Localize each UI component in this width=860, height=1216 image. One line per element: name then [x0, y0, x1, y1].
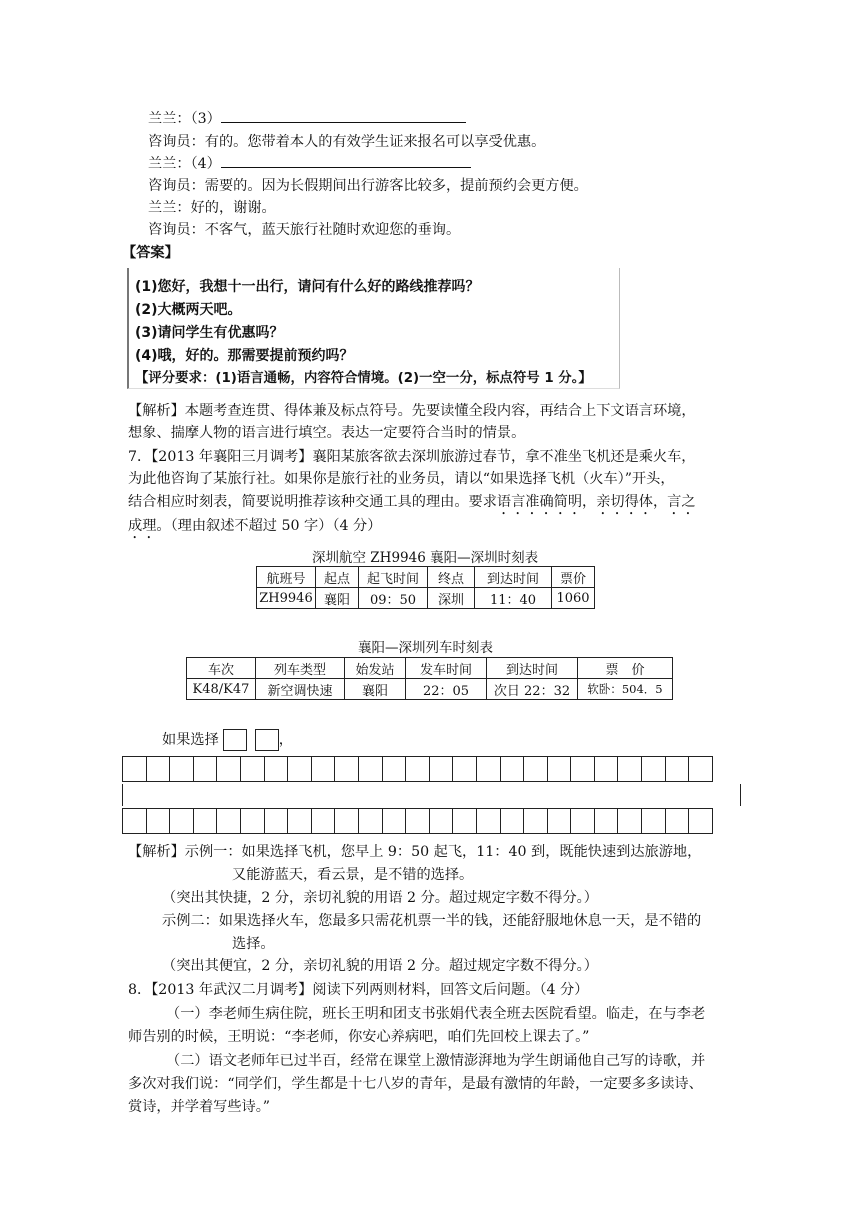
dialogue-line: 兰兰：好的，谢谢。: [148, 200, 276, 216]
table-header-cell: 始发站: [345, 658, 406, 679]
analysis-line: 想象、揣摩人物的语言进行填空。表达一定要符合当时的情景。: [128, 425, 526, 441]
train-timetable: [186, 657, 673, 700]
writing-grid-row-1[interactable]: [122, 756, 713, 782]
table-header-cell: 到达时间: [487, 658, 578, 679]
material-line: 师告别的时候，王明说：“李老师，你安心养病吧，咱们先回校上课去了。”: [128, 1029, 590, 1045]
table-cell: 襄阳: [345, 679, 406, 700]
train-table-title: 襄阳—深圳列车时刻表: [358, 640, 493, 656]
table-header-cell: 车次: [187, 658, 256, 679]
table-cell: K48/K47: [187, 679, 256, 700]
table-cell: ZH9946: [257, 588, 316, 609]
question-8-line: 8．【2013 年武汉二月调考】阅读下列两则材料，回答文后问题。（4 分）: [128, 982, 589, 998]
dialogue-speaker: 兰兰：（3）: [148, 111, 221, 127]
analysis-line: （突出其快捷，2 分，亲切礼貌的用语 2 分。超过规定字数不得分。）: [162, 890, 598, 906]
answer-blank: [221, 108, 466, 123]
answer-blank: [221, 153, 471, 168]
question-7-line: 为此他咨询了某旅行社。如果你是旅行社的业务员，请以“如果选择飞机（火车）”开头，: [128, 471, 675, 487]
answer-item: (3)请问学生有优惠吗？: [135, 325, 284, 341]
table-header-cell: 终点: [428, 567, 475, 588]
emphasized-text: 成理: [128, 518, 157, 534]
answer-item: (4)哦，好的。那需要提前预约吗？: [135, 348, 354, 364]
table-cell: 1060: [552, 588, 595, 609]
question-text: 结合相应时刻表，简要说明推荐该种交通工具的理由。要求: [128, 494, 497, 510]
table-header-row: [257, 567, 595, 588]
table-header-cell: 起飞时间: [359, 567, 428, 588]
analysis-line: 【解析】示例一：如果选择飞机，您早上 9：50 起飞，11：40 到，既能快速到达旅游地，: [128, 844, 702, 860]
table-cell: 次日 22：32: [487, 679, 578, 700]
dialogue-speaker: 兰兰：（4）: [148, 156, 221, 172]
flight-table-title: 深圳航空 ZH9946 襄阳—深圳时刻表: [312, 550, 539, 566]
answer-item: (2)大概两天吧。: [135, 302, 242, 318]
answer-char-box[interactable]: [255, 729, 279, 751]
question-text: 。（理由叙述不超过 50 字）（4 分）: [156, 518, 382, 534]
dialogue-line-3: [148, 108, 466, 130]
scoring-requirement: 【评分要求：(1)语言通畅，内容符合情境。(2)一空一分，标点符号 1 分。】: [135, 371, 592, 386]
fill-prompt-text: 如果选择: [162, 732, 219, 748]
analysis-line: 【解析】本题考查连贯、得体兼及标点符号。先要读懂全段内容，再结合上下文语言环境，: [128, 403, 696, 419]
table-cell: 22：05: [406, 679, 487, 700]
material-line: 赏诗，并学着写些诗。”: [128, 1099, 271, 1115]
writing-grid-row-2[interactable]: [122, 808, 713, 834]
material-line: 多次对我们说：“同学们，学生都是十七八岁的青年，是最有激情的年龄，一定要多多读诗、: [128, 1076, 703, 1092]
table-header-cell: 到达时间: [475, 567, 552, 588]
dialogue-line: 咨询员：需要的。因为长假期间出行游客比较多，提前预约会更方便。: [148, 178, 588, 194]
writing-grid-gap: [122, 784, 741, 806]
table-header-row: [187, 658, 673, 679]
answer-char-box[interactable]: [223, 729, 247, 751]
table-header-cell: 航班号: [257, 567, 316, 588]
dialogue-line-4: [148, 153, 471, 175]
table-cell: 新空调快速: [256, 679, 345, 700]
table-row: [257, 588, 595, 609]
fill-prompt-comma: ，: [278, 732, 293, 748]
material-line: （一）李老师生病住院，班长王明和团支书张娟代表全班去医院看望。临走，在与李老: [166, 1006, 706, 1022]
table-header-cell: 列车类型: [256, 658, 345, 679]
table-row: [187, 679, 673, 700]
table-header-cell: 发车时间: [406, 658, 487, 679]
emphasized-text: 语言准确简明，亲切得体，言之: [496, 494, 696, 510]
question-7-line: [128, 491, 696, 518]
table-header-cell: 票价: [552, 567, 595, 588]
table-header-cell: 票 价: [578, 658, 673, 679]
table-cell: 襄阳: [316, 588, 359, 609]
question-7-line: [128, 515, 381, 542]
table-cell: 深圳: [428, 588, 475, 609]
material-line: （二）语文老师年已过半百，经常在课堂上激情澎湃地为学生朗诵他自己写的诗歌，并: [166, 1053, 706, 1069]
analysis-line: 示例二：如果选择火车，您最多只需花机票一半的钱，还能舒服地休息一天，是不错的: [162, 913, 702, 929]
answer-item: (1)您好，我想十一出行，请问有什么好的路线推荐吗？: [135, 279, 480, 295]
table-cell: 软卧：504．5: [578, 679, 673, 700]
analysis-line: （突出其便宜，2 分，亲切礼貌的用语 2 分。超过规定字数不得分。）: [162, 958, 598, 974]
dialogue-line: 咨询员：不客气，蓝天旅行社随时欢迎您的垂询。: [148, 222, 461, 238]
analysis-line: 选择。: [232, 936, 275, 952]
question-7-line: 7．【2013 年襄阳三月调考】襄阳某旅客欲去深圳旅游过春节，拿不准坐飞机还是乘火车，: [128, 449, 696, 465]
dialogue-line: 咨询员：有的。您带着本人的有效学生证来报名可以享受优惠。: [148, 134, 546, 150]
table-cell: 09：50: [359, 588, 428, 609]
answer-box: [127, 268, 620, 389]
flight-timetable: [256, 566, 595, 609]
analysis-line: 又能游蓝天，看云景，是不错的选择。: [232, 867, 474, 883]
table-header-cell: 起点: [316, 567, 359, 588]
fill-prompt: [162, 729, 293, 751]
answer-heading: 【答案】: [122, 245, 179, 261]
table-cell: 11：40: [475, 588, 552, 609]
